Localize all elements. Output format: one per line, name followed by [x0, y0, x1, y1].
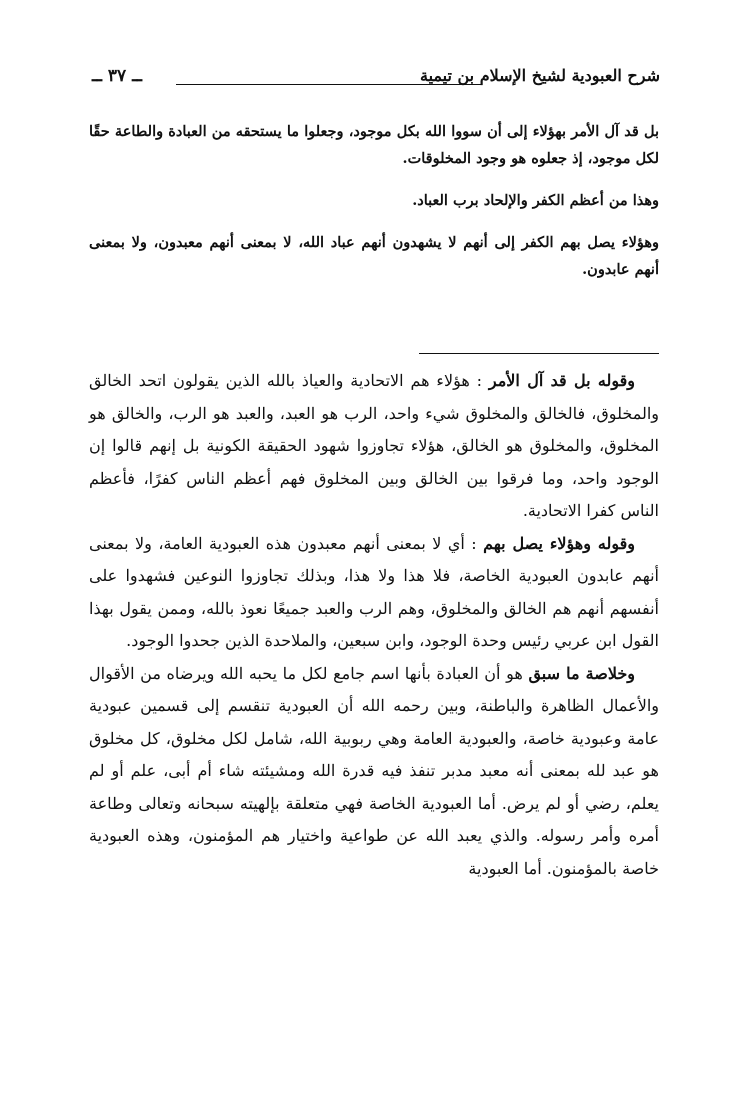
sharh-text [89, 365, 659, 885]
matn-paragraph: بل قد آل الأمر بهؤلاء إلى أن سووا الله بكل موجود، وجعلوا ما يستحقه من العبادة والطاعة حقًا لكل موجود، إذ جعلوه هو وجود المخلوقات. [89, 123, 659, 167]
sharh-body: : هؤلاء هم الاتحادية والعياذ بالله الذين يقولون اتحد الخالق والمخلوق، فالخالق والمخلوق شيء واحد، الرب هو العبد، والعبد هو الرب، والخالق هو المخلوق، والمخلوق هو الخالق، هؤلاء تجاوزوا شهود الحقيقة الكونية بل إنهم قالوا إن الوجود واحد، وما فرقوا بين الخالق وبين المخلوق فهم أعظم الناس كفرًا، فأعظم الناس كفرا الاتحادية. [89, 371, 659, 520]
page-number: ــ ٣٧ ــ [92, 66, 143, 86]
matn-paragraph: وهذا من أعظم الكفر والإلحاد برب العباد. [412, 192, 659, 209]
sharh-body: هو أن العبادة بأنها اسم جامع لكل ما يحبه الله ويرضاه من الأقوال والأعمال الظاهرة والباطنة، وبين رحمه الله أن العبودية تنقسم إلى قسمين عبودية عامة وعبودية خاصة، والعبودية العامة وهي ربوبية الله، شامل لكل مخلوق، كل مخلوق هو عبد لله بمعنى أنه معبد مدبر تنفذ فيه قدرة الله ومشيئته شاء أم أبى، علم أو لم يعلم، رضي أو لم يرض. أما العبودية الخاصة فهي متعلقة بإلهيته سبحانه وتعالى وطاعة أمره وأمر رسوله. والذي يعبد الله عن طواعية واختيار هم المؤمنون، وهذه العبودية خاصة بالمؤمنون. أما العبودية [89, 663, 659, 878]
header-rule [176, 84, 482, 85]
running-header [92, 66, 660, 96]
matn-text [89, 118, 659, 298]
sharh-body: : أي لا بمعنى أنهم معبدون هذه العبودية العامة، ولا بمعنى أنهم عابدون العبودية الخاصة، فلا هذا ولا هذا، وبذلك تجاوزوا النوعين فشهدوا على أنفسهم أنهم هم الخالق والمخلوق، وهم الرب والعبد جميعًا نعوذ بالله، وممن يقول بهذا القول ابن عربي رئيس وحدة الوجود، وابن سبعين، والملاحدة الذين جحدوا الوجود. [89, 533, 659, 650]
sharh-lead: وقوله بل قد آل الأمر [488, 371, 636, 390]
sharh-paragraph [89, 365, 659, 528]
sharh-lead: وخلاصة ما سبق [528, 663, 636, 683]
sharh-paragraph [89, 658, 659, 886]
sharh-lead: وقوله وهؤلاء يصل بهم [483, 533, 636, 553]
section-separator [419, 353, 659, 354]
matn-paragraph: وهؤلاء يصل بهم الكفر إلى أنهم لا يشهدون أنهم عباد الله، لا بمعنى أنهم معبدون، ولا بمعنى أنهم عابدون. [89, 234, 659, 278]
book-title: شرح العبودية لشيخ الإسلام بن تيمية [419, 66, 660, 85]
sharh-paragraph [89, 528, 659, 658]
